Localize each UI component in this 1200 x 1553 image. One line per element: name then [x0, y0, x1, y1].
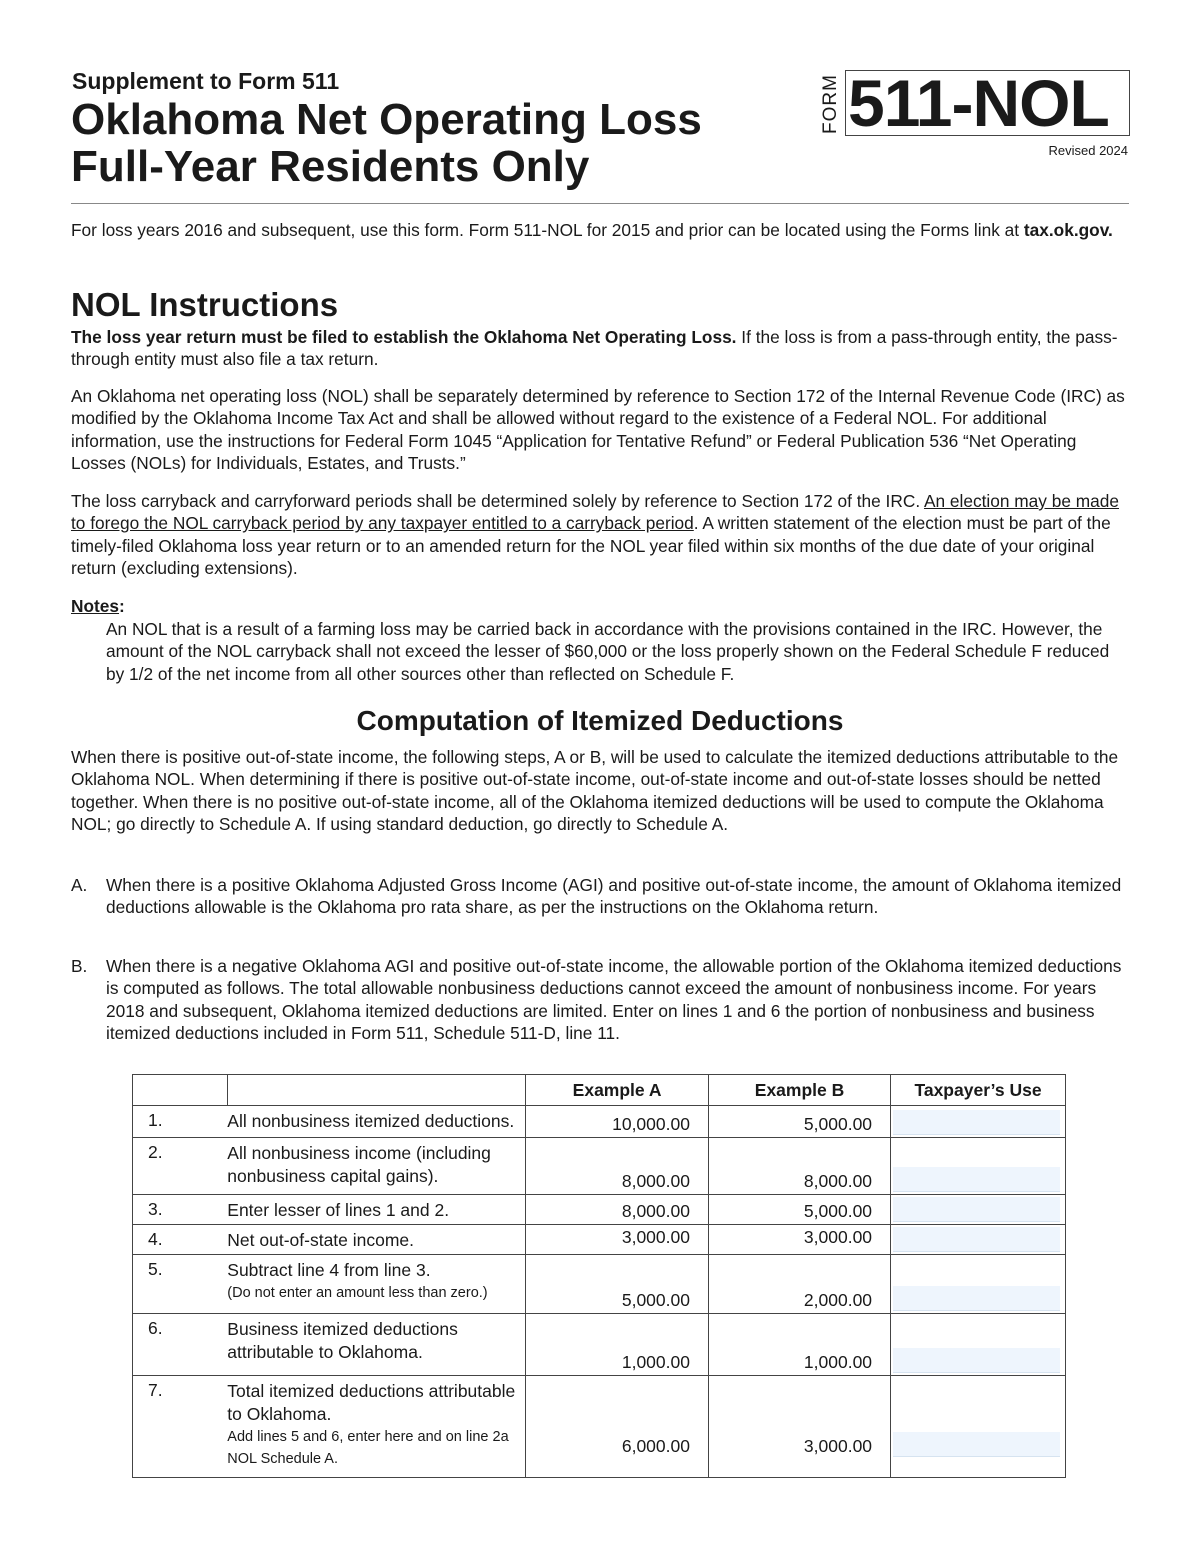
instructions-paragraph-3: The loss carryback and carryforward periods shall be determined solely by reference to Section 172 of the IRC. An election may be made to forego the NOL carryback period by any taxpayer entitled to a carryback period. A written statement of the election must be part of the timely-filed Oklahoma loss year return or to an amended return for the NOL year filed within six months of the due date of your original return (excluding extensions). — [71, 491, 1119, 578]
line-description: Total itemized deductions attributable to Oklahoma. Add lines 5 and 6, enter here and on line 2a NOL Schedule A. — [227, 1376, 525, 1478]
example-b-value: 5,000.00 — [708, 1106, 890, 1138]
step-b — [71, 955, 1129, 1044]
step-a-letter: A. — [71, 875, 88, 895]
example-a-value: 5,000.00 — [526, 1255, 709, 1314]
instructions-paragraph-2: An Oklahoma net operating loss (NOL) shall be separately determined by reference to Section 172 of the Internal Revenue Code (IRC) as modified by the Oklahoma Income Tax Act and shall be allowed without regard to the existence of a Federal NOL. For additional information, use the instructions for Federal Form 1045 “Application for Tentative Refund” or Federal Publication 536 “Net Operating Losses (NOLs) for Individuals, Estates, and Trusts.” — [71, 386, 1125, 473]
example-a-value: 1,000.00 — [526, 1314, 709, 1376]
step-b-letter: B. — [71, 956, 88, 976]
table-row — [133, 1314, 1066, 1376]
table-row — [133, 1225, 1066, 1255]
example-b-value: 8,000.00 — [708, 1138, 890, 1195]
line-number: 6. — [133, 1314, 228, 1376]
taxpayer-line-6[interactable] — [891, 1314, 1066, 1376]
line-number: 2. — [133, 1138, 228, 1195]
example-a-value: 10,000.00 — [526, 1106, 709, 1138]
line-description: Net out-of-state income. — [227, 1225, 525, 1255]
header-taxpayer-use: Taxpayer’s Use — [891, 1075, 1066, 1106]
header-blank-num — [133, 1075, 228, 1106]
line-description: Subtract line 4 from line 3. (Do not enter an amount less than zero.) — [227, 1255, 525, 1314]
table-row — [133, 1106, 1066, 1138]
line-description: All nonbusiness itemized deductions. — [227, 1106, 525, 1138]
step-b-text: When there is a negative Oklahoma AGI and positive out-of-state income, the allowable portion of the Oklahoma itemized deductions is computed as follows. The total allowable nonbusiness deductions cannot exceed the amount of nonbusiness income. For years 2018 and subsequent, Oklahoma itemized deductions are limited. Enter on lines 1 and 6 the portion of nonbusiness and business itemized deductions included in Form 511, Schedule 511-D, line 11. — [106, 956, 1122, 1043]
header-example-a: Example A — [526, 1075, 709, 1106]
itemized-deductions-table — [132, 1074, 1066, 1478]
example-a-value: 8,000.00 — [526, 1195, 709, 1225]
table-row — [133, 1376, 1066, 1478]
taxpayer-field[interactable] — [893, 1227, 1060, 1252]
example-a-value: 6,000.00 — [526, 1376, 709, 1478]
computation-heading: Computation of Itemized Deductions — [356, 705, 844, 736]
taxpayer-line-3[interactable] — [891, 1195, 1066, 1225]
taxpayer-line-5[interactable] — [891, 1255, 1066, 1314]
example-b-value: 3,000.00 — [708, 1225, 890, 1255]
form-title — [71, 96, 702, 190]
instructions-paragraph-1: The loss year return must be filed to establish the Oklahoma Net Operating Loss. If the loss is from a pass-through entity, the pass-through entity must also file a tax return. — [71, 327, 1118, 370]
example-a-value: 3,000.00 — [526, 1225, 709, 1255]
line-number: 3. — [133, 1195, 228, 1225]
header-blank-desc — [227, 1075, 525, 1106]
example-b-value: 2,000.00 — [708, 1255, 890, 1314]
example-b-value: 1,000.00 — [708, 1314, 890, 1376]
line-description: All nonbusiness income (including nonbusiness capital gains). — [227, 1138, 525, 1195]
taxpayer-field[interactable] — [893, 1110, 1060, 1135]
table-row — [133, 1195, 1066, 1225]
table-header-row — [133, 1075, 1066, 1106]
intro-paragraph: For loss years 2016 and subsequent, use this form. Form 511-NOL for 2015 and prior can be located using the Forms link at tax.ok.gov. — [71, 220, 1113, 240]
taxpayer-line-4[interactable] — [891, 1225, 1066, 1255]
website-link[interactable]: tax.ok.gov. — [1023, 220, 1113, 240]
header-divider — [71, 203, 1129, 204]
revision-date: Revised 2024 — [1048, 143, 1128, 158]
step-a — [71, 874, 1129, 919]
example-b-value: 3,000.00 — [708, 1376, 890, 1478]
taxpayer-field[interactable] — [893, 1348, 1060, 1373]
supplement-label: Supplement to Form 511 — [72, 68, 340, 94]
taxpayer-field[interactable] — [893, 1197, 1060, 1222]
taxpayer-field[interactable] — [893, 1286, 1060, 1311]
table-row — [133, 1138, 1066, 1195]
header-example-b: Example B — [708, 1075, 890, 1106]
notes-label: Notes: — [71, 596, 125, 616]
line-description: Enter lesser of lines 1 and 2. — [227, 1195, 525, 1225]
taxpayer-field[interactable] — [893, 1167, 1060, 1192]
taxpayer-line-7[interactable] — [891, 1376, 1066, 1478]
title-line-1: Oklahoma Net Operating Loss — [71, 95, 702, 144]
line-number: 1. — [133, 1106, 228, 1138]
taxpayer-line-1[interactable] — [891, 1106, 1066, 1138]
table-row — [133, 1255, 1066, 1314]
taxpayer-line-2[interactable] — [891, 1138, 1066, 1195]
notes-text: An NOL that is a result of a farming loss may be carried back in accordance with the provisions contained in the IRC. However, the amount of the NOL carryback shall not exceed the lesser of $60,000 or the loss properly shown on the Federal Schedule F reduced by 1/2 of the net income from all other sources other than reflected on Schedule F. — [106, 619, 1110, 684]
form-word-label: FORM — [820, 74, 841, 134]
nol-instructions-heading: NOL Instructions — [71, 286, 339, 323]
form-number: 511-NOL — [848, 66, 1109, 140]
example-b-value: 5,000.00 — [708, 1195, 890, 1225]
line-description: Business itemized deductions attributable to Oklahoma. — [227, 1314, 525, 1376]
line-number: 4. — [133, 1225, 228, 1255]
computation-intro: When there is positive out-of-state income, the following steps, A or B, will be used to calculate the itemized deductions attributable to the Oklahoma NOL. When determining if there is positive out-of-state income, out-of-state income and out-of-state losses should be netted together. When there is no positive out-of-state income, all of the Oklahoma itemized deductions will be used to compute the Oklahoma NOL; go directly to Schedule A. If using standard deduction, go directly to Schedule A. — [71, 747, 1119, 834]
step-a-text: When there is a positive Oklahoma Adjusted Gross Income (AGI) and positive out-of-state income, the amount of Oklahoma itemized deductions allowable is the Oklahoma pro rata share, as per the instructions on the Oklahoma return. — [106, 875, 1122, 918]
line-number: 5. — [133, 1255, 228, 1314]
taxpayer-field[interactable] — [893, 1432, 1060, 1457]
line-number: 7. — [133, 1376, 228, 1478]
example-a-value: 8,000.00 — [526, 1138, 709, 1195]
title-line-2: Full-Year Residents Only — [71, 142, 590, 191]
